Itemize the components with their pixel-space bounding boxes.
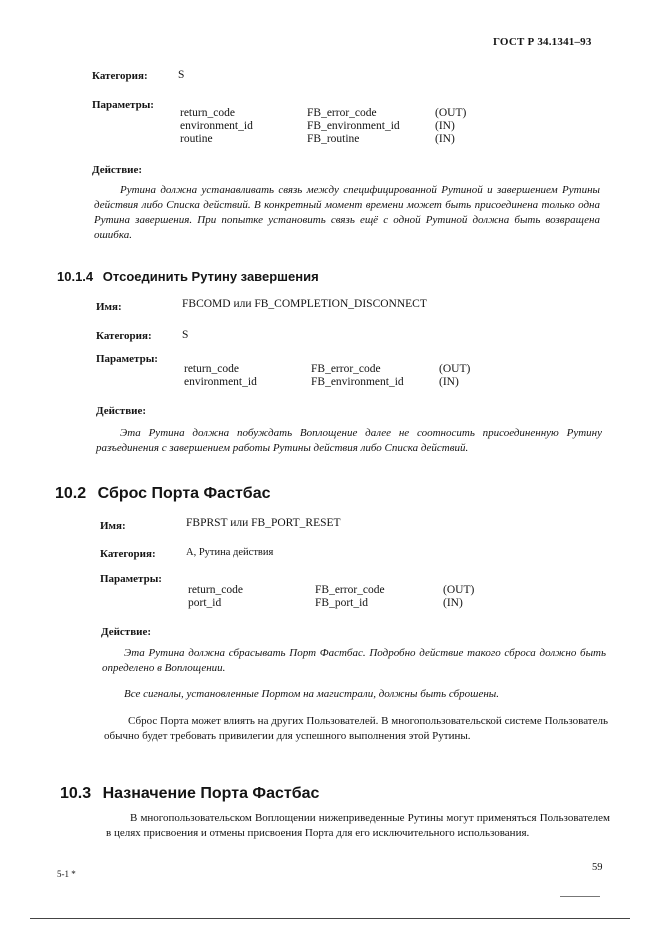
parameters-table xyxy=(180,107,466,146)
section-number: 10.2 xyxy=(55,485,87,502)
name-value: FBPRST или FB_PORT_RESET xyxy=(186,517,341,529)
table-row xyxy=(184,376,470,389)
category-value: S xyxy=(178,69,185,81)
name-label: Имя: xyxy=(96,301,122,313)
param-type: FB_error_code xyxy=(311,363,381,375)
section-number: 10.3 xyxy=(60,785,92,802)
section-heading xyxy=(60,785,319,803)
category-value: А, Рутина действия xyxy=(186,547,274,558)
parameters-label: Параметры: xyxy=(96,353,158,365)
param-direction: (OUT) xyxy=(435,107,467,119)
table-row xyxy=(188,584,474,597)
name-label: Имя: xyxy=(100,520,126,532)
param-direction: (OUT) xyxy=(439,363,471,375)
document-header: ГОСТ Р 34.1341–93 xyxy=(493,36,592,48)
param-name: routine xyxy=(180,133,213,145)
param-direction: (IN) xyxy=(435,133,455,145)
param-name: return_code xyxy=(184,363,239,375)
param-type: FB_environment_id xyxy=(311,376,404,388)
param-type: FB_environment_id xyxy=(307,120,400,132)
param-name: return_code xyxy=(188,584,243,596)
table-row xyxy=(180,107,466,120)
section-heading xyxy=(55,485,270,503)
body-paragraph: В многопользовательском Воплощении нижеприведенные Рутины могут применяться Пользователем в целях присвоения и отмены присвоения Порта для его исключительного использования. xyxy=(106,812,610,839)
parameters-table xyxy=(188,584,474,610)
param-type: FB_error_code xyxy=(315,584,385,596)
body-paragraph: Сброс Порта может влиять на других Пользователей. В многопользовательской системе Пользователь обычно будет требовать привилегии для успешного выполнения этой Рутины. xyxy=(104,715,608,742)
param-direction: (IN) xyxy=(443,597,463,609)
param-direction: (IN) xyxy=(439,376,459,388)
section-number: 10.1.4 xyxy=(57,269,94,284)
action-label: Действие: xyxy=(101,626,152,638)
param-name: environment_id xyxy=(184,376,257,388)
action-text: Эта Рутина должна побуждать Воплощение далее не соотносить присоединенную Рутину разъединения с завершением работы Рутины действия либо Списка действий. xyxy=(96,427,602,454)
param-type: FB_error_code xyxy=(307,107,377,119)
action-text-2: Все сигналы, установленные Портом на магистрали, должны быть сброшены. xyxy=(124,688,499,700)
param-direction: (OUT) xyxy=(443,584,475,596)
section-heading xyxy=(57,269,319,284)
parameters-label: Параметры: xyxy=(100,573,162,585)
param-type: FB_port_id xyxy=(315,597,369,609)
param-name: port_id xyxy=(188,597,222,609)
category-label: Категория: xyxy=(100,548,156,560)
action-label: Действие: xyxy=(96,405,147,417)
param-direction: (IN) xyxy=(435,120,455,132)
category-value: S xyxy=(182,329,189,341)
parameters-table xyxy=(184,363,470,389)
table-row xyxy=(180,133,466,146)
category-label: Категория: xyxy=(96,330,152,342)
scan-mark xyxy=(560,896,600,897)
name-value: FBCOMD или FB_COMPLETION_DISCONNECT xyxy=(182,298,427,310)
param-type: FB_routine xyxy=(307,133,360,145)
table-row xyxy=(184,363,470,376)
section-title: Назначение Порта Фастбас xyxy=(102,785,320,802)
section-title: Отсоединить Рутину завершения xyxy=(102,269,319,284)
param-name: environment_id xyxy=(180,120,253,132)
section-title: Сброс Порта Фастбас xyxy=(97,485,271,502)
action-text: Рутина должна устанавливать связь между специфицированной Рутиной и завершением Рутины действия либо Списка действий. В конкретный момент времени может быть присоединена только одна Рутина завершения. При попытке установить связь ещё с одной Рутиной должна быть возвращена ошибка. xyxy=(94,184,600,241)
parameters-label: Параметры: xyxy=(92,99,154,111)
print-mark: 5-1 * xyxy=(57,869,76,879)
action-text-1: Эта Рутина должна сбрасывать Порт Фастбас. Подробно действие такого сброса должно быть определено в Воплощении. xyxy=(102,647,606,674)
table-row xyxy=(180,120,466,133)
action-label: Действие: xyxy=(92,164,143,176)
table-row xyxy=(188,597,474,610)
param-name: return_code xyxy=(180,107,235,119)
category-label: Категория: xyxy=(92,70,148,82)
bottom-rule xyxy=(30,918,630,919)
page-number: 59 xyxy=(592,862,603,873)
